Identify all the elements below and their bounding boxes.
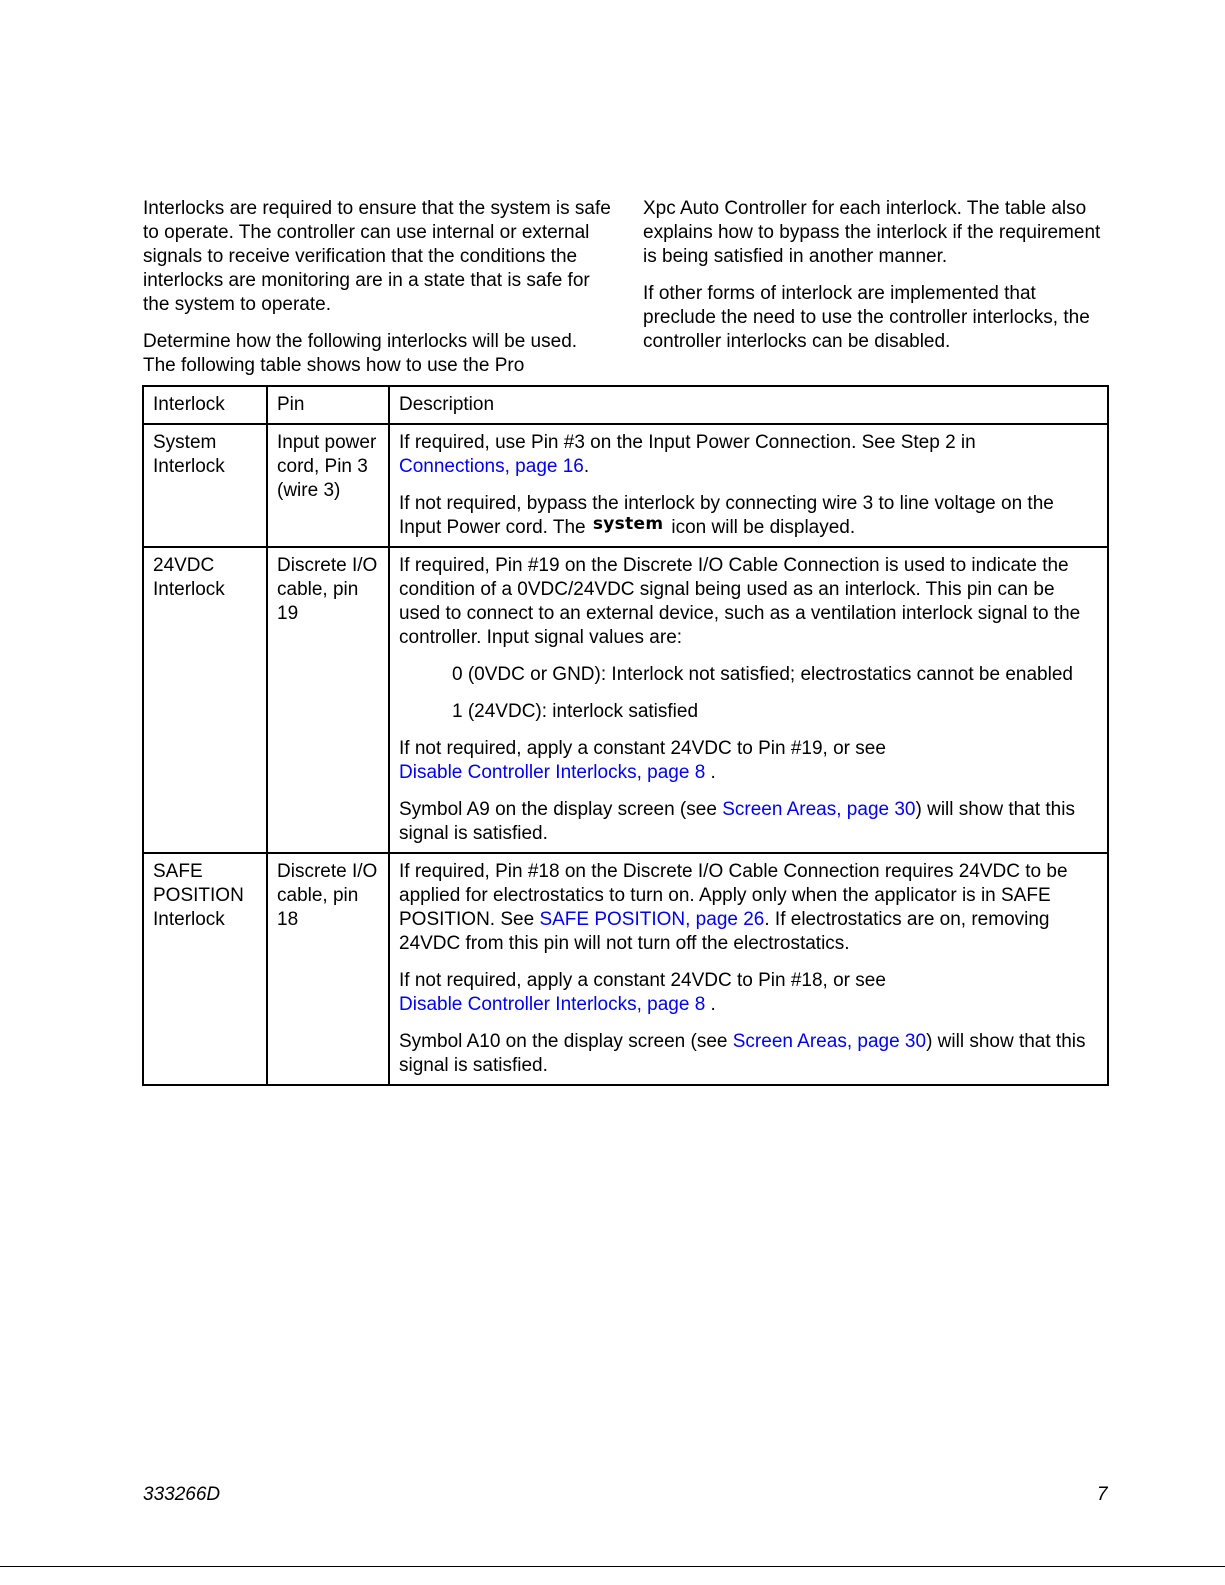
text: icon will be displayed. [671, 517, 856, 538]
description-paragraph [399, 737, 1098, 785]
description-paragraph [399, 969, 1098, 1017]
page-number: 7 [1097, 1484, 1108, 1505]
text: . [705, 994, 716, 1015]
cell-description [389, 547, 1108, 853]
cell-interlock: 24VDC Interlock [143, 547, 267, 853]
intro-right-column [643, 197, 1110, 367]
screen-areas-link[interactable]: Screen Areas, page 30 [732, 1031, 927, 1052]
description-paragraph [399, 798, 1098, 846]
intro-paragraph: Determine how the following interlocks will be used. The following table shows how to use the Pro [143, 331, 578, 376]
interlock-table [142, 385, 1109, 1086]
text: . [705, 762, 716, 783]
table-row [143, 424, 1108, 547]
table-row [143, 853, 1108, 1085]
text: If required, use Pin #3 on the Input Power Connection. See Step 2 in [399, 432, 976, 453]
connections-link[interactable]: Connections, page 16 [399, 456, 584, 477]
cell-interlock: System Interlock [143, 424, 267, 547]
text: . If electrostatics are on, removing 24VDC from this pin will not turn off the electrostatics. [399, 909, 1050, 954]
text: ) will show that this signal is satisfied. [399, 799, 1075, 844]
cell-description [389, 853, 1108, 1085]
safe-position-link[interactable]: SAFE POSITION, page 26 [539, 909, 765, 930]
description-paragraph [399, 492, 1098, 540]
cell-pin: Discrete I/O cable, pin 19 [267, 547, 389, 853]
text: If not required, bypass the interlock by connecting wire 3 to line voltage on the Input Power cord. The [399, 493, 1054, 538]
intro-paragraph: Interlocks are required to ensure that the system is safe to operate. The controller can use internal or external signals to receive verification that the conditions the interlocks are monitoring are in a state that is safe for the system to operate. [143, 198, 611, 315]
header-description: Description [389, 386, 1108, 424]
text: Symbol A9 on the display screen (see [399, 799, 717, 820]
description-paragraph [399, 860, 1098, 956]
text: ) will show that this signal is satisfied. [399, 1031, 1086, 1076]
signal-value-0: 0 (0VDC or GND): Interlock not satisfied; electrostatics cannot be enabled [452, 664, 1073, 685]
disable-interlocks-link[interactable]: Disable Controller Interlocks, page 8 [399, 762, 706, 783]
cell-pin: Input power cord, Pin 3 (wire 3) [267, 424, 389, 547]
table-header-row [143, 386, 1108, 424]
intro-paragraph: Xpc Auto Controller for each interlock. The table also explains how to bypass the interlock if the requirement is being satisfied in another manner. [643, 198, 1101, 267]
description-paragraph [399, 431, 1098, 479]
cell-pin: Discrete I/O cable, pin 18 [267, 853, 389, 1085]
bottom-divider [0, 1566, 1225, 1567]
table-row [143, 547, 1108, 853]
description-paragraph: If required, Pin #19 on the Discrete I/O Cable Connection is used to indicate the condition of a 0VDC/24VDC signal being used as an interlock. This pin can be used to connect to an external device, such as a ventilation interlock signal to the controller. Input signal values are: [399, 555, 1081, 648]
header-pin: Pin [267, 386, 389, 424]
text: If not required, apply a constant 24VDC to Pin #18, or see [399, 970, 886, 991]
doc-number: 333266D [143, 1484, 221, 1505]
screen-areas-link[interactable]: Screen Areas, page 30 [722, 799, 916, 820]
description-paragraph [399, 1030, 1098, 1078]
intro-paragraph: If other forms of interlock are implemented that preclude the need to use the controller interlocks, the controller interlocks can be disabled. [643, 283, 1090, 352]
cell-description [389, 424, 1108, 547]
intro-left-column [143, 197, 613, 391]
text: If required, Pin #18 on the Discrete I/O Cable Connection requires 24VDC to be applied for electrostatics to turn on. Apply only when the applicator is in SAFE POSITION. See [399, 861, 1068, 930]
cell-interlock: SAFE POSITION Interlock [143, 853, 267, 1085]
header-interlock: Interlock [143, 386, 267, 424]
system-icon: system [592, 514, 664, 534]
disable-interlocks-link[interactable]: Disable Controller Interlocks, page 8 [399, 994, 706, 1015]
signal-value-1: 1 (24VDC): interlock satisfied [452, 701, 699, 722]
text: Symbol A10 on the display screen (see [399, 1031, 728, 1052]
text: If not required, apply a constant 24VDC to Pin #19, or see [399, 738, 886, 759]
text: . [583, 456, 590, 477]
